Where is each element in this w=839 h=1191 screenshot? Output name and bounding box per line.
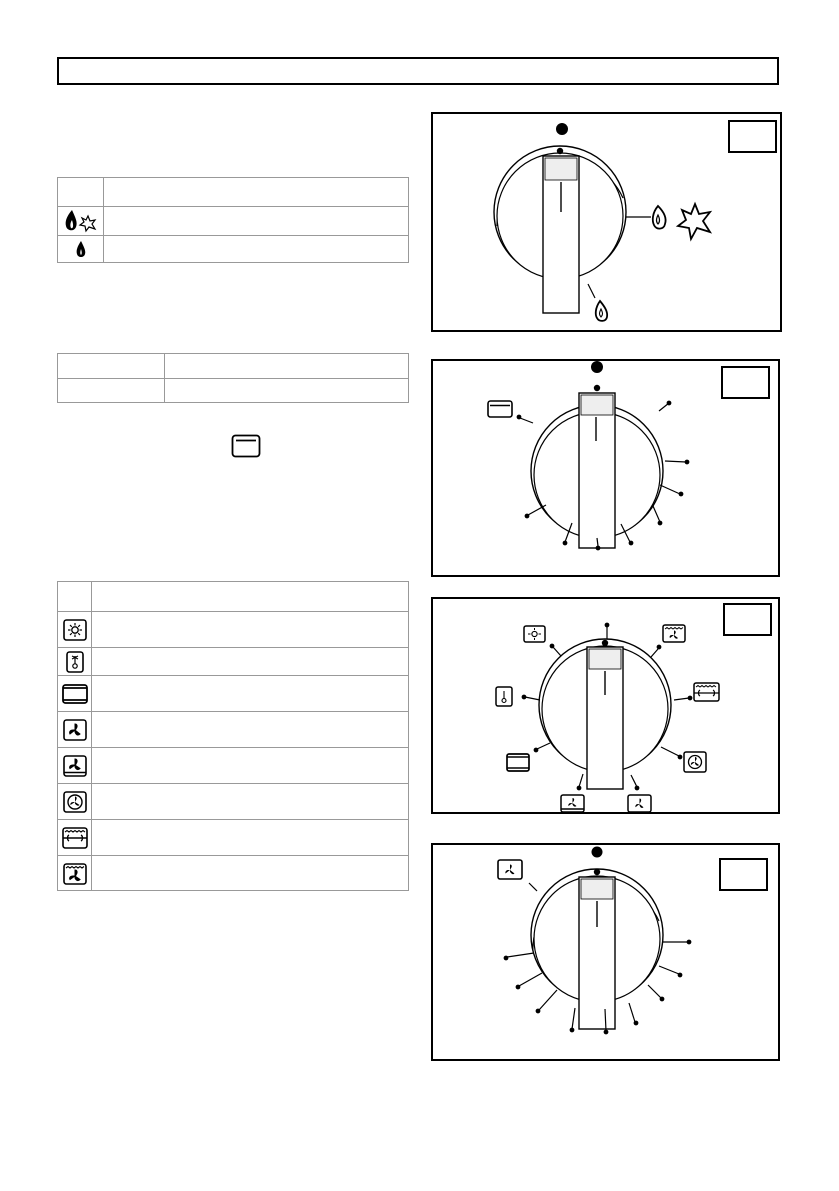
fan-thermostat-knob-figure — [431, 843, 780, 1061]
grill-icon — [694, 683, 719, 701]
conventional-icon — [507, 754, 529, 771]
table-row — [58, 379, 408, 403]
defrost-icon — [58, 648, 91, 675]
table-row — [58, 648, 408, 676]
table-row — [58, 178, 408, 207]
fan-bottom-icon — [561, 795, 584, 812]
fan-grill-icon — [58, 856, 91, 891]
table-row — [58, 712, 408, 748]
thermostat-knob-figure — [431, 359, 780, 577]
oven-icon — [488, 401, 512, 417]
table-row — [58, 612, 408, 648]
table-row — [58, 784, 408, 820]
table-row — [58, 207, 408, 236]
table-row — [58, 582, 408, 612]
table-row — [58, 676, 408, 712]
table-row — [58, 820, 408, 856]
fan-icon — [58, 712, 91, 747]
defrost-icon — [496, 687, 512, 706]
function-knob-drawing — [433, 599, 778, 812]
conventional-icon — [58, 676, 91, 711]
burner-knob-drawing — [433, 114, 780, 330]
page-header-box — [57, 57, 779, 85]
fan-thermostat-knob-drawing — [433, 845, 778, 1059]
zero-position-dot — [591, 361, 603, 373]
table-row — [58, 748, 408, 784]
oven-light-icon — [524, 626, 545, 642]
burner-knob-figure — [431, 112, 782, 332]
flame-spark-icon — [653, 204, 710, 239]
table-row — [58, 856, 408, 891]
fan-ring-icon — [58, 784, 91, 819]
small-flame-icon — [58, 236, 103, 263]
fan-bottom-icon — [58, 748, 91, 783]
fan-grill-icon — [663, 625, 685, 642]
function-knob-figure — [431, 597, 780, 814]
oven-icon — [231, 434, 261, 458]
oven-light-icon — [58, 612, 91, 647]
thermostat-table — [57, 353, 409, 403]
grill-icon — [58, 820, 91, 855]
table-row — [58, 354, 408, 379]
fan-ring-icon — [684, 752, 706, 772]
small-flame-icon — [596, 301, 607, 321]
zero-position-dot — [592, 847, 603, 858]
zero-position-dot — [556, 123, 568, 135]
thermostat-knob-drawing — [433, 361, 778, 575]
burner-settings-table — [57, 177, 409, 263]
oven-functions-table — [57, 581, 409, 891]
fan-icon — [498, 860, 522, 879]
flame-spark-icon — [58, 207, 103, 235]
fan-icon — [628, 795, 651, 812]
table-row — [58, 236, 408, 263]
